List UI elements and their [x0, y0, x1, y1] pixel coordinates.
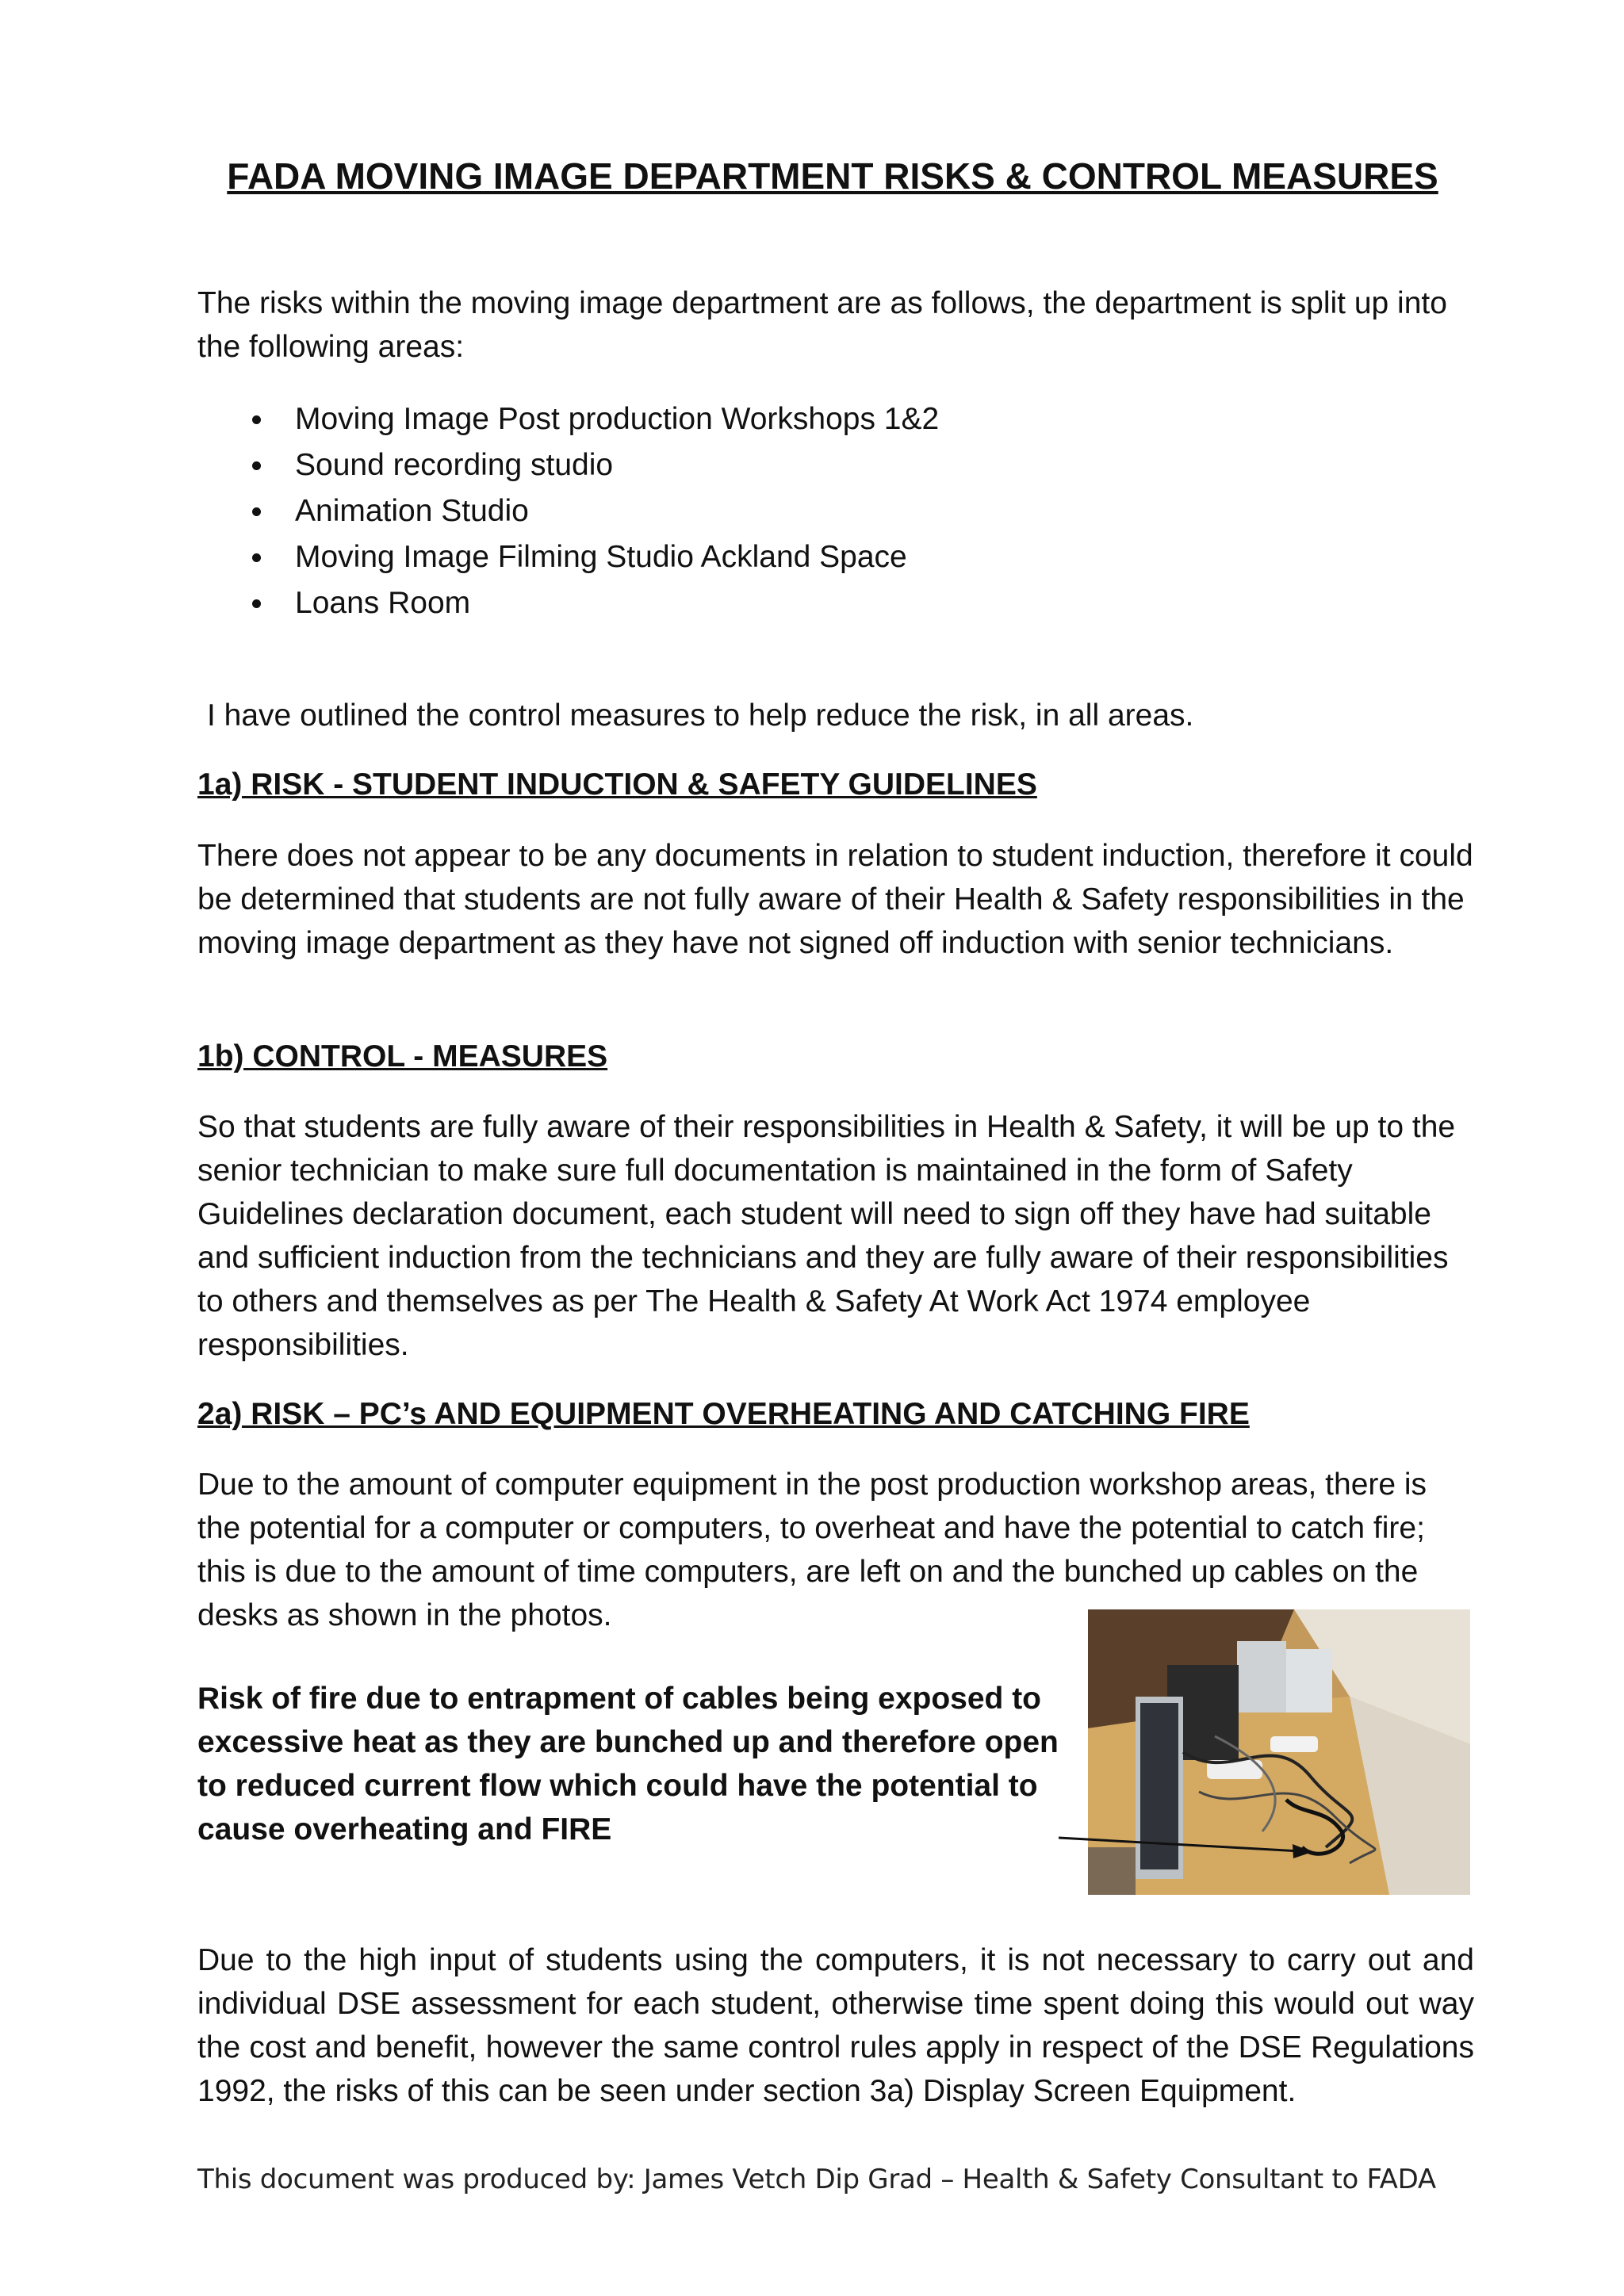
list-item: Moving Image Post production Workshops 1&2	[197, 396, 939, 442]
areas-list	[197, 396, 939, 626]
footer-credit: This document was produced by: James Vetch Dip Grad – Health & Safety Consultant to FADA	[197, 2164, 1436, 2195]
intro-paragraph: The risks within the moving image department are as follows, the department is split up into the following areas:	[197, 286, 1447, 364]
list-item: Moving Image Filming Studio Ackland Space	[197, 534, 939, 580]
section-1a-heading: 1a) RISK - STUDENT INDUCTION & SAFETY GUIDELINES	[197, 767, 1037, 802]
outline-paragraph: I have outlined the control measures to help reduce the risk, in all areas.	[207, 698, 1194, 733]
fire-risk-note: Risk of fire due to entrapment of cables being exposed to excessive heat as they are bunched up and therefore open to reduced current flow which could have the potential to cause overheating and FIRE	[197, 1682, 1059, 1846]
page-title: FADA MOVING IMAGE DEPARTMENT RISKS & CONTROL MEASURES	[227, 155, 1438, 197]
list-item: Loans Room	[197, 580, 939, 626]
section-1b-body: So that students are fully aware of their responsibilities in Health & Safety, it will be up to the senior technician to make sure full documentation is maintained in the form of Safety Guidelines declaration document, each student will need to sign off they have had suitable and sufficient induction from the technicians and they are fully aware of their responsibilities to others and themselves as per The Health & Safety At Work Act 1974 employee responsibilities.	[197, 1110, 1456, 1362]
section-1a-body: There does not appear to be any documents in relation to student induction, therefore it could be determined that students are not fully aware of their Health & Safety responsibilities in the moving image department as they have not signed off induction with senior technicians.	[197, 839, 1473, 960]
section-2a-heading: 2a) RISK – PC’s AND EQUIPMENT OVERHEATING AND CATCHING FIRE	[197, 1397, 1250, 1431]
dse-paragraph: Due to the high input of students using the computers, it is not necessary to carry out and individual DSE assessment for each student, otherwise time spent doing this would out way the cost and benefit, however the same control rules apply in respect of the DSE Regulations 1992, the risks of this can be seen under section 3a) Display Screen Equipment.	[197, 1943, 1474, 2108]
section-2a-body: Due to the amount of computer equipment in the post production workshop areas, there is the potential for a computer or computers, to overheat and have the potential to catch fire; this is due to the amount of time computers, are left on and the bunched up cables on the desks as shown in the photos.	[197, 1468, 1427, 1632]
cables-photo	[1088, 1609, 1470, 1895]
section-1b-heading: 1b) CONTROL - MEASURES	[197, 1039, 608, 1073]
list-item: Animation Studio	[197, 488, 939, 534]
list-item: Sound recording studio	[197, 442, 939, 488]
